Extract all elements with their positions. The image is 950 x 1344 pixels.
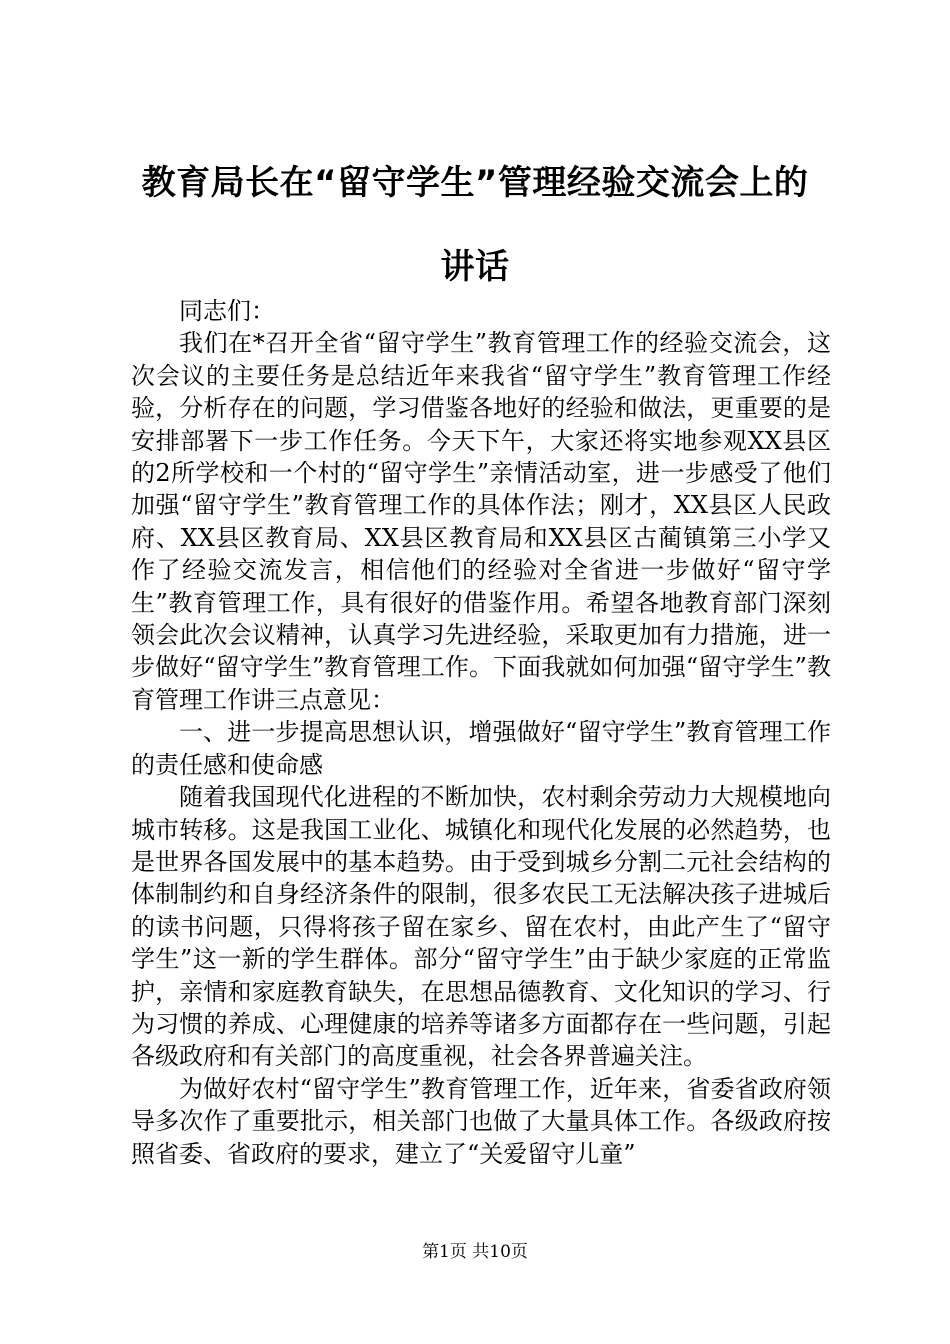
paragraph-efforts: 为做好农村“留守学生”教育管理工作，近年来，省委省政府领导多次作了重要批示，相关部门也做了大量具体工作。各级政府按照省委、省政府的要求，建立了“关爱留守儿童” [131,1074,831,1168]
paragraph-section-heading-1: 一、进一步提高思想认识，增强做好“留守学生”教育管理工作的责任感和使命感 [131,718,831,779]
paragraph-intro: 我们在*召开全省“留守学生”教育管理工作的经验交流会，这次会议的主要任务是总结近年来我省“留守学生”教育管理工作经验，分析存在的问题，学习借鉴各地好的经验和做法，更重要的是安排部署下一步工作任务。今天下午，大家还将实地参观XX县区的2所学校和一个村的“留守学生”亲情活动室，进一步感受了他们加强“留守学生”教育管理工作的具体作法；刚才，XX县区人民政府、XX县区教育局、XX县区教育局和XX县区古蔺镇第三小学又作了经验交流发言，相信他们的经验对全省进一步做好“留守学生”教育管理工作，具有很好的借鉴作用。希望各地教育部门深刻领会此次会议精神，认真学习先进经验，采取更加有力措施，进一步做好“留守学生”教育管理工作。下面我就如何加强“留守学生”教育管理工作讲三点意见： [131,329,831,714]
document-body [131,295,831,1170]
paragraph-background: 随着我国现代化进程的不断加快，农村剩余劳动力大规模地向城市转移。这是我国工业化、城镇化和现代化发展的必然趋势，也是世界各国发展中的基本趋势。由于受到城乡分割二元社会结构的体制制约和自身经济条件的限制，很多农民工无法解决孩子进城后的读书问题，只得将孩子留在家乡、留在农村，由此产生了“留守学生”这一新的学生群体。部分“留守学生”由于缺少家庭的正常监护，亲情和家庭教育缺失，在思想品德教育、文化知识的学习、行为习惯的养成、心理健康的培养等诸多方面都存在一些问题，引起各级政府和有关部门的高度重视，社会各界普遍关注。 [131,783,831,1071]
document-title-line-1: 教育局长在“留守学生”管理经验交流会上的 [141,163,809,203]
paragraph-salutation: 同志们： [179,297,275,325]
document-title-line-2: 讲话 [440,247,510,287]
page-number-footer: 第1页 共10页 [422,1242,528,1262]
